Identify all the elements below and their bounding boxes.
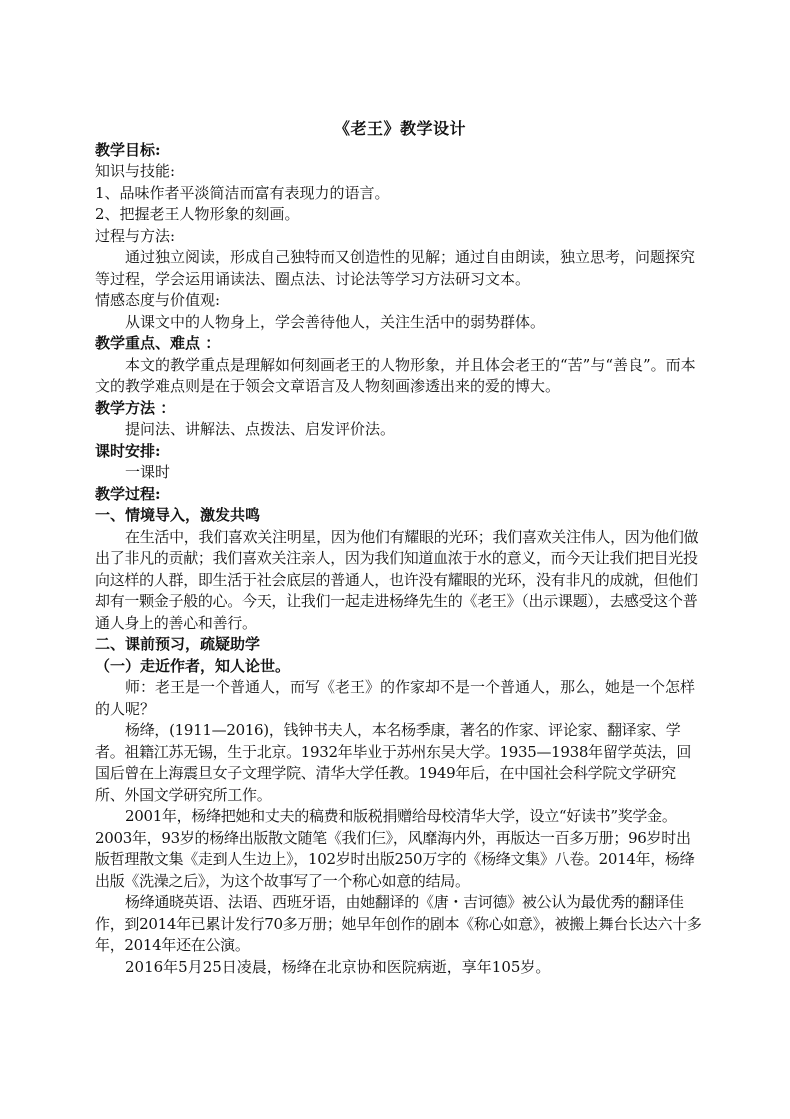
bio-paragraph-1: 杨绛，(1911—2016)，钱钟书夫人，本名杨季康，著名的作家、评论家、翻译家、学者。祖籍江苏无锡，生于北京。1932年毕业于苏州东吴大学。1935—1938年留学英法，回国后曾在上海震旦女子文理学院、清华大学任教。1949年后，在中国社会科学院文学研究所、外国文学研究所工作。 bbox=[95, 721, 692, 804]
document-title: 《老王》教学设计 bbox=[333, 119, 466, 138]
teacher-question: 师：老王是一个普通人，而写《老王》的作家却不是一个普通人，那么，她是一个怎样的人呢？ bbox=[95, 678, 696, 718]
process-heading: 过程与方法: bbox=[95, 226, 176, 245]
bio-paragraph-4: 2016年5月25日凌晨，杨绛在北京协和医院病逝，享年105岁。 bbox=[125, 957, 551, 976]
step2-subheading: （一）走近作者，知人论世。 bbox=[95, 656, 291, 675]
knowledge-item-1: 1、品味作者平淡简洁而富有表现力的语言。 bbox=[95, 183, 390, 202]
procedure-heading: 教学过程: bbox=[95, 484, 161, 503]
knowledge-heading: 知识与技能: bbox=[95, 162, 176, 180]
step2-heading: 二、课前预习，疏疑助学 bbox=[95, 635, 261, 653]
goals-heading: 教学目标: bbox=[95, 140, 161, 159]
focus-text: 本文的教学重点是理解如何刻画老王的人物形象，并且体会老王的“苦”与“善良”。而本文的教学难点则是在于领会文章语言及人物刻画渗透出来的爱的博大。 bbox=[95, 355, 696, 395]
attitude-text: 从课文中的人物身上，学会善待他人，关注生活中的弱势群体。 bbox=[125, 312, 546, 331]
focus-heading: 教学重点、难点 ： bbox=[95, 334, 221, 352]
document-page bbox=[95, 118, 705, 978]
bio-paragraph-3: 杨绛通晓英语、法语、西班牙语，由她翻译的《唐・吉诃德》被公认为最优秀的翻译佳作，到2014年已累计发行70多万册；她早年创作的剧本《称心如意》，被搬上舞台长达六十多年，2014年还在公演。 bbox=[95, 893, 702, 954]
method-text: 提问法、讲解法、点拨法、启发评价法。 bbox=[125, 420, 396, 438]
bio-paragraph-2: 2001年，杨绛把她和丈夫的稿费和版税捐赠给母校清华大学，设立“好读书”奖学金。2003年，93岁的杨绛出版散文随笔《我们仨》，风靡海内外，再版达一百多万册；96岁时出版哲理散文集《走到人生边上》，102岁时出版250万字的《杨绛文集》八卷。2014年，杨绛出版《洗澡之后》，为这个故事写了一个称心如意的结局。 bbox=[95, 807, 695, 890]
attitude-heading: 情感态度与价值观: bbox=[95, 291, 221, 309]
knowledge-item-2: 2、把握老王人物形象的刻画。 bbox=[95, 205, 300, 223]
method-heading: 教学方法 ： bbox=[95, 398, 176, 417]
step1-text: 在生活中，我们喜欢关注明星，因为他们有耀眼的光环；我们喜欢关注伟人，因为他们做出了非凡的贡献；我们喜欢关注亲人，因为我们知道血浓于水的意义，而今天让我们把目光投向这样的人群，即生活于社会底层的普通人，也许没有耀眼的光环，没有非凡的成就，但他们却有一颗金子般的心。今天，让我们一起走进杨绛先生的《老王》（出示课题），去感受这个普通人身上的善心和善行。 bbox=[95, 527, 699, 632]
process-text: 通过独立阅读，形成自己独特而又创造性的见解；通过自由朗读，独立思考，问题探究等过程，学会运用诵读法、圈点法、讨论法等学习方法研习文本。 bbox=[95, 248, 696, 288]
step1-heading: 一、情境导入，激发共鸣 bbox=[95, 506, 261, 524]
schedule-text: 一课时 bbox=[125, 463, 171, 481]
schedule-heading: 课时安排: bbox=[95, 441, 161, 460]
